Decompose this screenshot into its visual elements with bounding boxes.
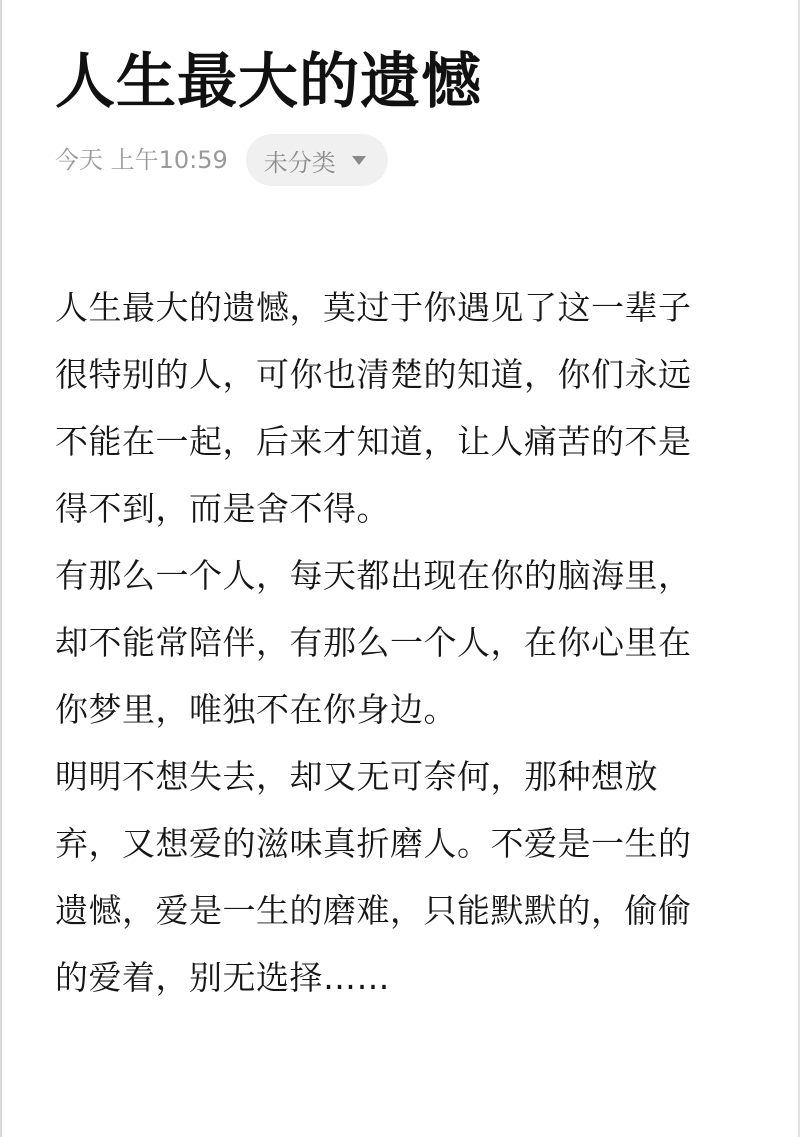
category-dropdown[interactable] [246, 134, 388, 186]
chevron-down-icon [352, 156, 366, 165]
window-edge-left [0, 0, 2, 1137]
note-title[interactable]: 人生最大的遗憾 [55, 47, 482, 117]
body-line: 有那么一个人，每天都出现在你的脑海里， [55, 556, 692, 595]
body-line: 却不能常陪伴，有那么一个人，在你心里在 [55, 623, 692, 662]
note-meta [55, 134, 745, 186]
body-line: 遗憾，爱是一生的磨难，只能默默的，偷偷 [55, 891, 692, 930]
body-line: 得不到，而是舍不得。 [55, 489, 390, 528]
category-label: 未分类 [263, 148, 336, 177]
body-line: 明明不想失去，却又无可奈何，那种想放 [55, 757, 658, 796]
body-line: 不能在一起，后来才知道，让人痛苦的不是 [55, 422, 692, 461]
body-line: 你梦里，唯独不在你身边。 [55, 690, 457, 729]
body-line: 人生最大的遗憾，莫过于你遇见了这一辈子 [55, 288, 692, 327]
note-body[interactable] [55, 274, 745, 1011]
note-editor [55, 38, 745, 1011]
body-line: 的爱着，别无选择…… [55, 958, 390, 997]
note-timestamp: 今天 上午10:59 [55, 146, 228, 174]
body-line: 弃，又想爱的滋味真折磨人。不爱是一生的 [55, 824, 692, 863]
body-line: 很特别的人，可你也清楚的知道，你们永远 [55, 355, 692, 394]
